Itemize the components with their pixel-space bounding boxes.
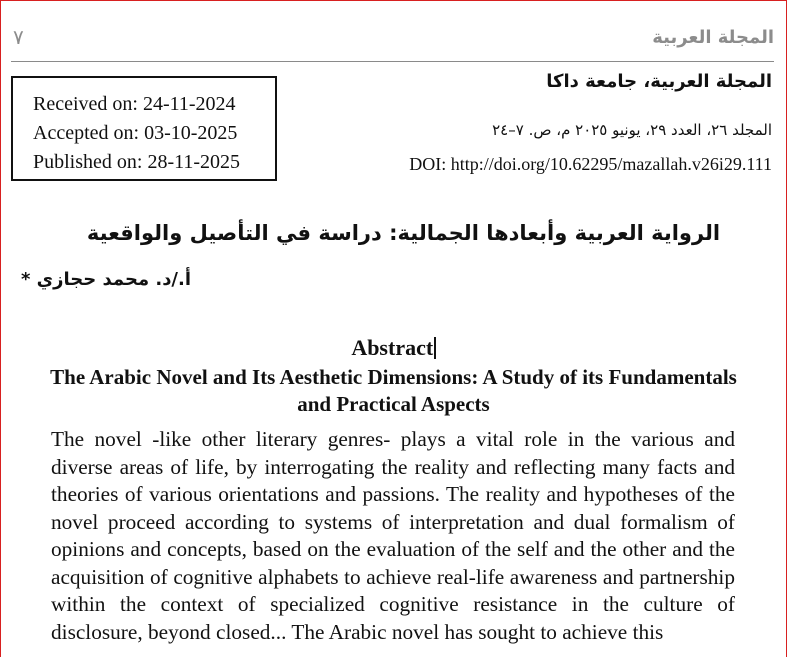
english-article-title: The Arabic Novel and Its Aesthetic Dimensions: A Study of its Fundamentals and Practical Aspects — [50, 365, 737, 416]
text-cursor — [434, 337, 436, 359]
author-name: أ./د. محمد حجازي * — [21, 269, 192, 290]
received-date: Received on: 24-11-2024 — [33, 93, 236, 115]
running-header-title: المجلة العربية — [652, 27, 774, 48]
running-header — [11, 25, 774, 62]
submission-dates-box — [11, 76, 277, 181]
abstract-heading-text: Abstract — [351, 335, 434, 360]
doi-link[interactable]: DOI: http://doi.org/10.62295/mazallah.v26i29.111 — [409, 154, 772, 174]
volume-issue-line: المجلد ٢٦، العدد ٢٩، يونيو ٢٠٢٥ م، ص. ٧–٢٤ — [492, 121, 772, 139]
journal-name: المجلة العربية، جامعة داكا — [546, 71, 772, 92]
page-number: ٧ — [13, 25, 24, 49]
accepted-date: Accepted on: 03-10-2025 — [33, 122, 238, 144]
abstract-body-text[interactable]: The novel -like other literary genres- plays a vital role in the various and diverse areas of life, by interrogating the reality and reflecting many facts and theories of various orientations and passions. The reality and hypotheses of the novel proceed according to systems of interpretation and dual formalism of opinions and concepts, based on the evaluation of the self and the other and the acquisition of cognitive alphabets to achieve real-life awareness and partnership within the context of specialized cognitive resistance in the culture of disclosure, beyond closed... The Arabic novel has sought to achieve this — [51, 427, 735, 644]
published-date: Published on: 28-11-2025 — [33, 151, 241, 173]
abstract-heading[interactable] — [1, 335, 786, 361]
arabic-article-title: الرواية العربية وأبعادها الجمالية: دراسة في التأصيل والواقعية — [86, 221, 721, 245]
